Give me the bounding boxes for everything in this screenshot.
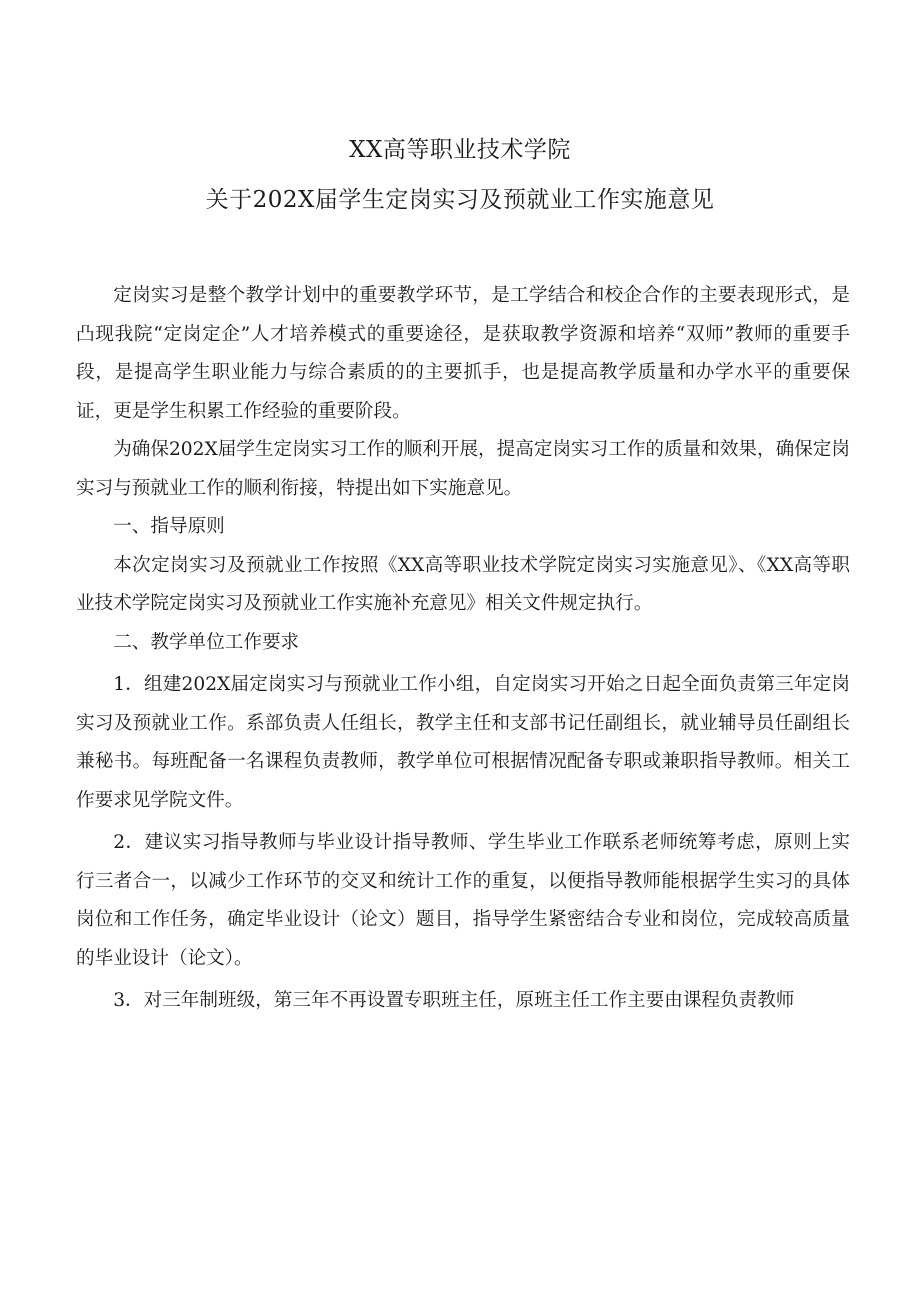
- section-heading-guiding-principles: 一、指导原则: [113, 516, 225, 537]
- list-item-1: 1．组建202X届定岗实习与预就业工作小组，自定岗实习开始之日起全面负责第三年定岗实习及预就业工作。系部负责人任组长，教学主任和支部书记任副组长，就业辅导员任副组长兼秘书。每班配备一名课程负责教师，教学单位可根据情况配备专职或兼职指导教师。相关工作要求见学院文件。: [76, 674, 850, 811]
- section-heading-unit-requirements: 二、教学单位工作要求: [113, 631, 300, 653]
- document-title-subject: 关于202X届学生定岗实习及预就业工作实施意见: [205, 187, 715, 213]
- list-item-2: 2．建议实习指导教师与毕业设计指导教师、学生毕业工作联系老师统筹考虑，原则上实行三者合一，以减少工作环节的交叉和统计工作的重复，以便指导教师能根据学生实习的具体岗位和工作任务，确定毕业设计（论文）题目，指导学生紧密结合专业和岗位，完成较高质量的毕业设计（论文）。: [76, 832, 850, 969]
- paragraph-intro: 定岗实习是整个教学计划中的重要教学环节，是工学结合和校企合作的主要表现形式，是凸现我院“定岗定企”人才培养模式的重要途径，是获取教学资源和培养“双师”教师的重要手段，是提高学生职业能力与综合素质的的主要抓手，也是提高教学质量和办学水平的重要保证，更是学生积累工作经验的重要阶段。: [76, 285, 850, 422]
- paragraph-purpose: 为确保202X届学生定岗实习工作的顺利开展，提高定岗实习工作的质量和效果，确保定岗实习与预就业工作的顺利衔接，特提出如下实施意见。: [76, 439, 850, 499]
- paragraph-guiding-principles: 本次定岗实习及预就业工作按照《XX高等职业技术学院定岗实习实施意见》、《XX高等职业技术学院定岗实习及预就业工作实施补充意见》相关文件规定执行。: [76, 554, 850, 614]
- list-item-3: 3．对三年制班级，第三年不再设置专职班主任，原班主任工作主要由课程负责教师: [113, 990, 795, 1011]
- document-body: [76, 277, 850, 1021]
- document-title-institution: XX高等职业技术学院: [349, 137, 571, 163]
